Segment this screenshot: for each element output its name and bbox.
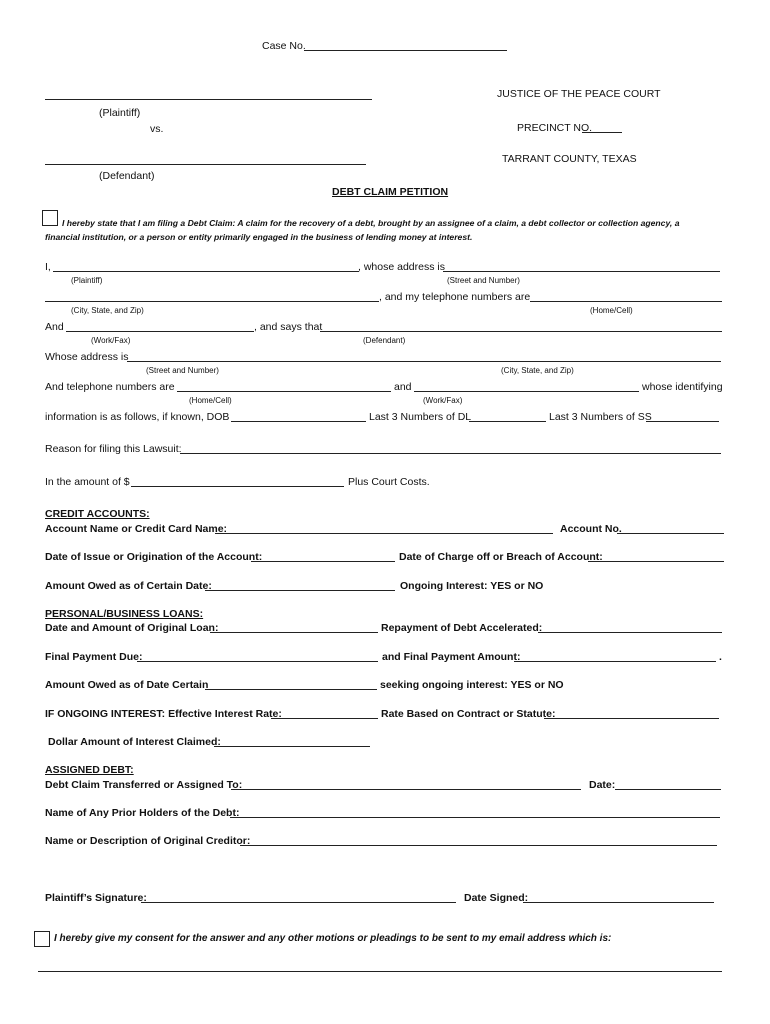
- court-name: JUSTICE OF THE PEACE COURT: [497, 88, 661, 100]
- and-label: And: [45, 321, 64, 333]
- versus-label: vs.: [150, 123, 164, 135]
- email-consent-text: I hereby give my consent for the answer and any other motions or pleadings to be sent to my email address which is:: [54, 933, 612, 944]
- plaintiff-phone-field[interactable]: [530, 301, 722, 302]
- account-name-field[interactable]: [215, 533, 553, 534]
- date-charge-label: Date of Charge off or Breach of Account:: [399, 551, 603, 563]
- date-signed-label: Date Signed:: [464, 892, 529, 904]
- reason-label: Reason for filing this Lawsuit:: [45, 443, 182, 455]
- final-due-field[interactable]: [137, 661, 378, 662]
- city-sublabel-2: (City, State, and Zip): [501, 366, 574, 375]
- debt-claim-checkbox[interactable]: [42, 210, 58, 226]
- ss-field[interactable]: [646, 421, 719, 422]
- original-loan-field[interactable]: [210, 632, 378, 633]
- precinct-field[interactable]: [582, 132, 622, 133]
- account-name-label: Account Name or Credit Card Name:: [45, 523, 228, 535]
- date-signed-field[interactable]: [523, 902, 714, 903]
- rate-based-label: Rate Based on Contract or Statute:: [381, 708, 556, 720]
- seeking-interest-option[interactable]: seeking ongoing interest: YES or NO: [380, 679, 564, 691]
- work-fax-sublabel: (Work/Fax): [91, 336, 131, 345]
- account-no-label: Account No.: [560, 523, 622, 535]
- amount-owed-loan-field[interactable]: [205, 689, 377, 690]
- reason-field[interactable]: [180, 453, 721, 454]
- dob-label: information is as follows, if known, DOB: [45, 411, 230, 423]
- assigned-date-label: Date:: [589, 779, 616, 791]
- amount-owed-label: Amount Owed as of Certain Date:: [45, 580, 212, 592]
- dl-field[interactable]: [469, 421, 546, 422]
- defendant-field[interactable]: [320, 331, 722, 332]
- assigned-debt-heading: ASSIGNED DEBT:: [45, 764, 134, 776]
- case-no-label: Case No.: [262, 40, 306, 52]
- assigned-date-field[interactable]: [615, 789, 721, 790]
- date-issue-field[interactable]: [251, 561, 395, 562]
- interest-claimed-label: Dollar Amount of Interest Claimed:: [48, 736, 221, 748]
- rate-based-field[interactable]: [544, 718, 719, 719]
- interest-claimed-field[interactable]: [214, 746, 370, 747]
- telephone-label: And telephone numbers are: [45, 381, 175, 393]
- plaintiff-field[interactable]: [53, 271, 359, 272]
- defendant-caption-label: (Defendant): [99, 170, 155, 182]
- date-charge-field[interactable]: [588, 561, 724, 562]
- amount-owed-field[interactable]: [205, 590, 395, 591]
- whose-address-line-label: Whose address is: [45, 351, 129, 363]
- home-cell-sublabel-2: (Home/Cell): [189, 396, 232, 405]
- final-amount-label: and Final Payment Amount:: [382, 651, 521, 663]
- amount-owed-loan-label: Amount Owed as of Date Certain: [45, 679, 209, 691]
- statement-line-2: financial institution, or a person or entity primarily engaged in the business of lending money at interest.: [45, 232, 473, 242]
- transferred-label: Debt Claim Transferred or Assigned To:: [45, 779, 243, 791]
- says-that-label: , and says that: [254, 321, 323, 333]
- plaintiff-work-phone-field[interactable]: [66, 331, 254, 332]
- defendant-sublabel: (Defendant): [363, 336, 406, 345]
- and-mid-label: and: [394, 381, 412, 393]
- amount-field[interactable]: [131, 486, 344, 487]
- repayment-field[interactable]: [538, 632, 722, 633]
- case-no-field[interactable]: [304, 50, 507, 51]
- defendant-home-phone-field[interactable]: [177, 391, 391, 392]
- effective-rate-label: IF ONGOING INTEREST: Effective Interest Rate:: [45, 708, 282, 720]
- final-period: .: [719, 651, 722, 663]
- ongoing-interest-option[interactable]: Ongoing Interest: YES or NO: [400, 580, 544, 592]
- plaintiff-sublabel: (Plaintiff): [71, 276, 103, 285]
- precinct-label: PRECINCT NO.: [517, 122, 593, 134]
- prior-holders-field[interactable]: [230, 817, 720, 818]
- plaintiff-signature-label: Plaintiff’s Signature:: [45, 892, 147, 904]
- statement-line-1: I hereby state that I am filing a Debt Claim: A claim for the recovery of a debt, brought by an assignee of a claim, a debt collector or collection agency, a: [62, 218, 680, 228]
- i-label: I,: [45, 261, 51, 273]
- page-title: DEBT CLAIM PETITION: [332, 186, 449, 198]
- email-consent-checkbox[interactable]: [34, 931, 50, 947]
- original-loan-label: Date and Amount of Original Loan:: [45, 622, 219, 634]
- dl-label: Last 3 Numbers of DL: [369, 411, 472, 423]
- phone-numbers-label: , and my telephone numbers are: [379, 291, 531, 303]
- county-label: TARRANT COUNTY, TEXAS: [502, 153, 637, 165]
- original-creditor-label: Name or Description of Original Creditor:: [45, 835, 251, 847]
- ss-label: Last 3 Numbers of SS: [549, 411, 652, 423]
- work-fax-sublabel-2: (Work/Fax): [423, 396, 463, 405]
- email-address-field[interactable]: [38, 971, 722, 972]
- plaintiff-city-field[interactable]: [45, 301, 379, 302]
- whose-address-label: , whose address is: [358, 261, 445, 273]
- loans-heading: PERSONAL/BUSINESS LOANS:: [45, 608, 204, 620]
- city-sublabel: (City, State, and Zip): [71, 306, 144, 315]
- plaintiff-signature-field[interactable]: [141, 902, 456, 903]
- plaintiff-caption-label: (Plaintiff): [99, 107, 141, 119]
- amount-label: In the amount of $: [45, 476, 130, 488]
- repayment-label: Repayment of Debt Accelerated:: [381, 622, 543, 634]
- final-amount-field[interactable]: [514, 661, 716, 662]
- plaintiff-name-field[interactable]: [45, 99, 372, 100]
- date-issue-label: Date of Issue or Origination of the Account:: [45, 551, 263, 563]
- account-no-field[interactable]: [617, 533, 724, 534]
- court-costs-label: Plus Court Costs.: [348, 476, 430, 488]
- street-sublabel: (Street and Number): [447, 276, 520, 285]
- dob-field[interactable]: [231, 421, 366, 422]
- prior-holders-label: Name of Any Prior Holders of the Debt:: [45, 807, 240, 819]
- defendant-name-field[interactable]: [45, 164, 366, 165]
- original-creditor-field[interactable]: [240, 845, 717, 846]
- final-due-label: Final Payment Due:: [45, 651, 143, 663]
- whose-identifying-label: whose identifying: [642, 381, 723, 393]
- effective-rate-field[interactable]: [271, 718, 378, 719]
- transferred-field[interactable]: [231, 789, 581, 790]
- plaintiff-street-field[interactable]: [443, 271, 720, 272]
- home-cell-sublabel: (Home/Cell): [590, 306, 633, 315]
- defendant-work-phone-field[interactable]: [414, 391, 639, 392]
- defendant-address-field[interactable]: [127, 361, 721, 362]
- street-sublabel-2: (Street and Number): [146, 366, 219, 375]
- credit-accounts-heading: CREDIT ACCOUNTS:: [45, 508, 150, 520]
